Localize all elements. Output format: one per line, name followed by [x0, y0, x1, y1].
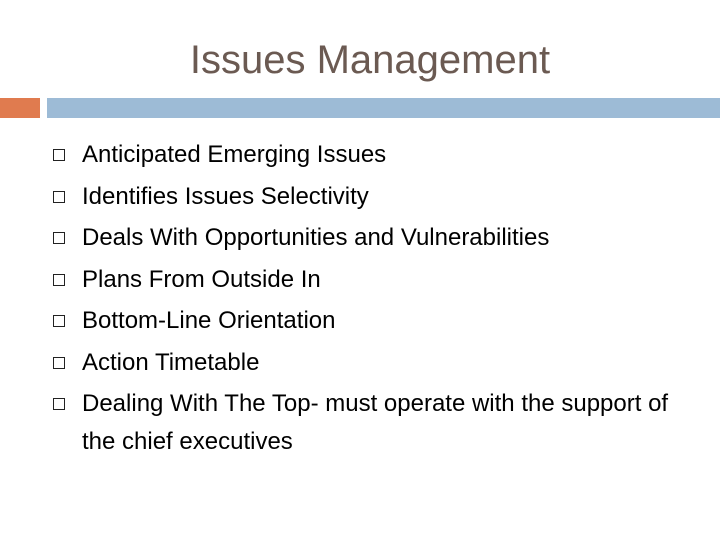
- hollow-square-icon: [53, 149, 65, 161]
- bullet-text: Anticipated Emerging Issues: [82, 141, 387, 168]
- bullet-list: [0, 134, 720, 461]
- bullet-text: Dealing With The Top- must operate with the support of the chief executives: [82, 390, 669, 455]
- bullet-item: [0, 217, 682, 259]
- bullet-text: Action Timetable: [82, 348, 260, 376]
- title-rule-bar: [47, 98, 720, 118]
- bullet-text: Identifies Issues Selectivity: [82, 182, 369, 210]
- bullet-item: [0, 134, 682, 176]
- bullet-text: Bottom-Line Orientation: [82, 307, 336, 334]
- hollow-square-icon: [53, 357, 65, 369]
- hollow-square-icon: [53, 398, 65, 410]
- bullet-item: [0, 259, 682, 301]
- bullet-text: Deals With Opportunities and Vulnerabilities: [82, 224, 550, 251]
- hollow-square-icon: [53, 274, 65, 286]
- accent-bar: [0, 98, 40, 118]
- slide-title: Issues Management: [189, 38, 551, 82]
- hollow-square-icon: [53, 232, 65, 244]
- bullet-item: [0, 383, 682, 461]
- bullet-item: [0, 342, 682, 384]
- bullet-item: [0, 176, 682, 218]
- bullet-text: Plans From Outside In: [82, 265, 321, 293]
- hollow-square-icon: [53, 191, 65, 203]
- bullet-item: [0, 300, 682, 342]
- hollow-square-icon: [53, 315, 65, 327]
